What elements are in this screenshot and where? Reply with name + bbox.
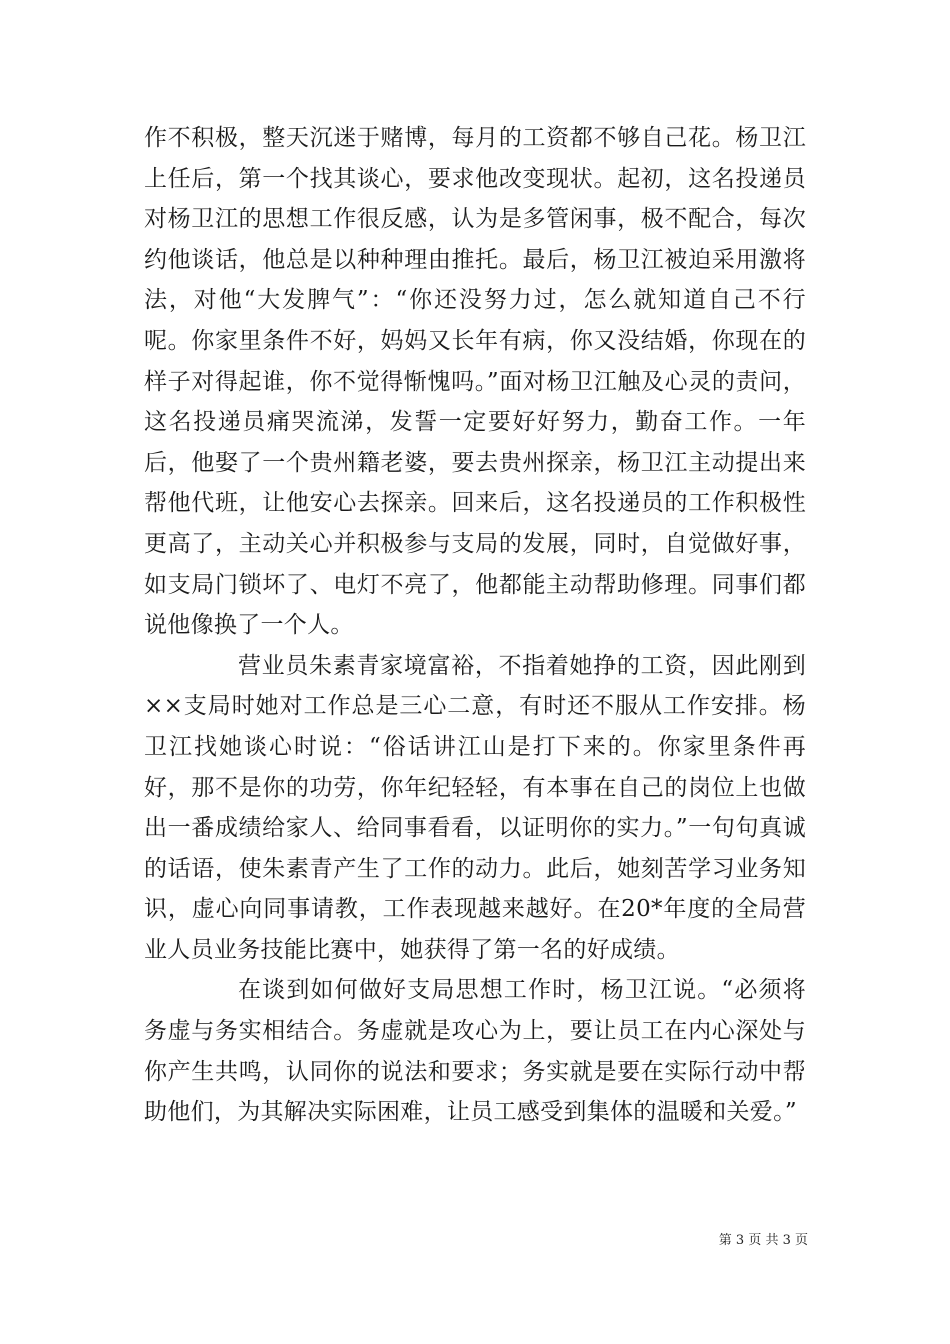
- paragraph-ideological-work: 在谈到如何做好支局思想工作时，杨卫江说。“必须将务虚与务实相结合。务虚就是攻心为上，要让员工在内心深处与你产生共鸣，认同你的说法和要求；务实就是要在实际行动中帮助他们，为其解决实际困难，让员工感受到集体的温暖和关爱。”: [144, 977, 806, 1126]
- paragraph-zhu-suqing: 营业员朱素青家境富裕，不指着她挣的工资，因此刚到××支局时她对工作总是三心二意，有时还不服从工作安排。杨卫江找她谈心时说：“俗话讲江山是打下来的。你家里条件再好，那不是你的功劳，你年纪轻轻，有本事在自己的岗位上也做出一番成绩给家人、给同事看看，以证明你的实力。”一句句真诚的话语，使朱素青产生了工作的动力。此后，她刻苦学习业务知识，虚心向同事请教，工作表现越来越好。在20*年度的全局营业人员业务技能比赛中，她获得了第一名的好成绩。: [144, 652, 806, 963]
- document-body: [144, 118, 806, 1133]
- page-number-footer: 第 3 页 共 3 页: [718, 1233, 808, 1248]
- paragraph-continued: 作不积极，整天沉迷于赌博，每月的工资都不够自己花。杨卫江上任后，第一个找其谈心，要求他改变现状。起初，这名投递员对杨卫江的思想工作很反感，认为是多管闲事，极不配合，每次约他谈话，他总是以种种理由推托。最后，杨卫江被迫采用激将法，对他“大发脾气”：“你还没努力过，怎么就知道自己不行呢。你家里条件不好，妈妈又长年有病，你又没结婚，你现在的样子对得起谁，你不觉得惭愧吗。”面对杨卫江触及心灵的责问，这名投递员痛哭流涕，发誓一定要好好努力，勤奋工作。一年后，他娶了一个贵州籍老婆，要去贵州探亲，杨卫江主动提出来帮他代班，让他安心去探亲。回来后，这名投递员的工作积极性更高了，主动关心并积极参与支局的发展，同时，自觉做好事，如支局门锁坏了、电灯不亮了，他都能主动帮助修理。同事们都说他像换了一个人。: [144, 125, 806, 639]
